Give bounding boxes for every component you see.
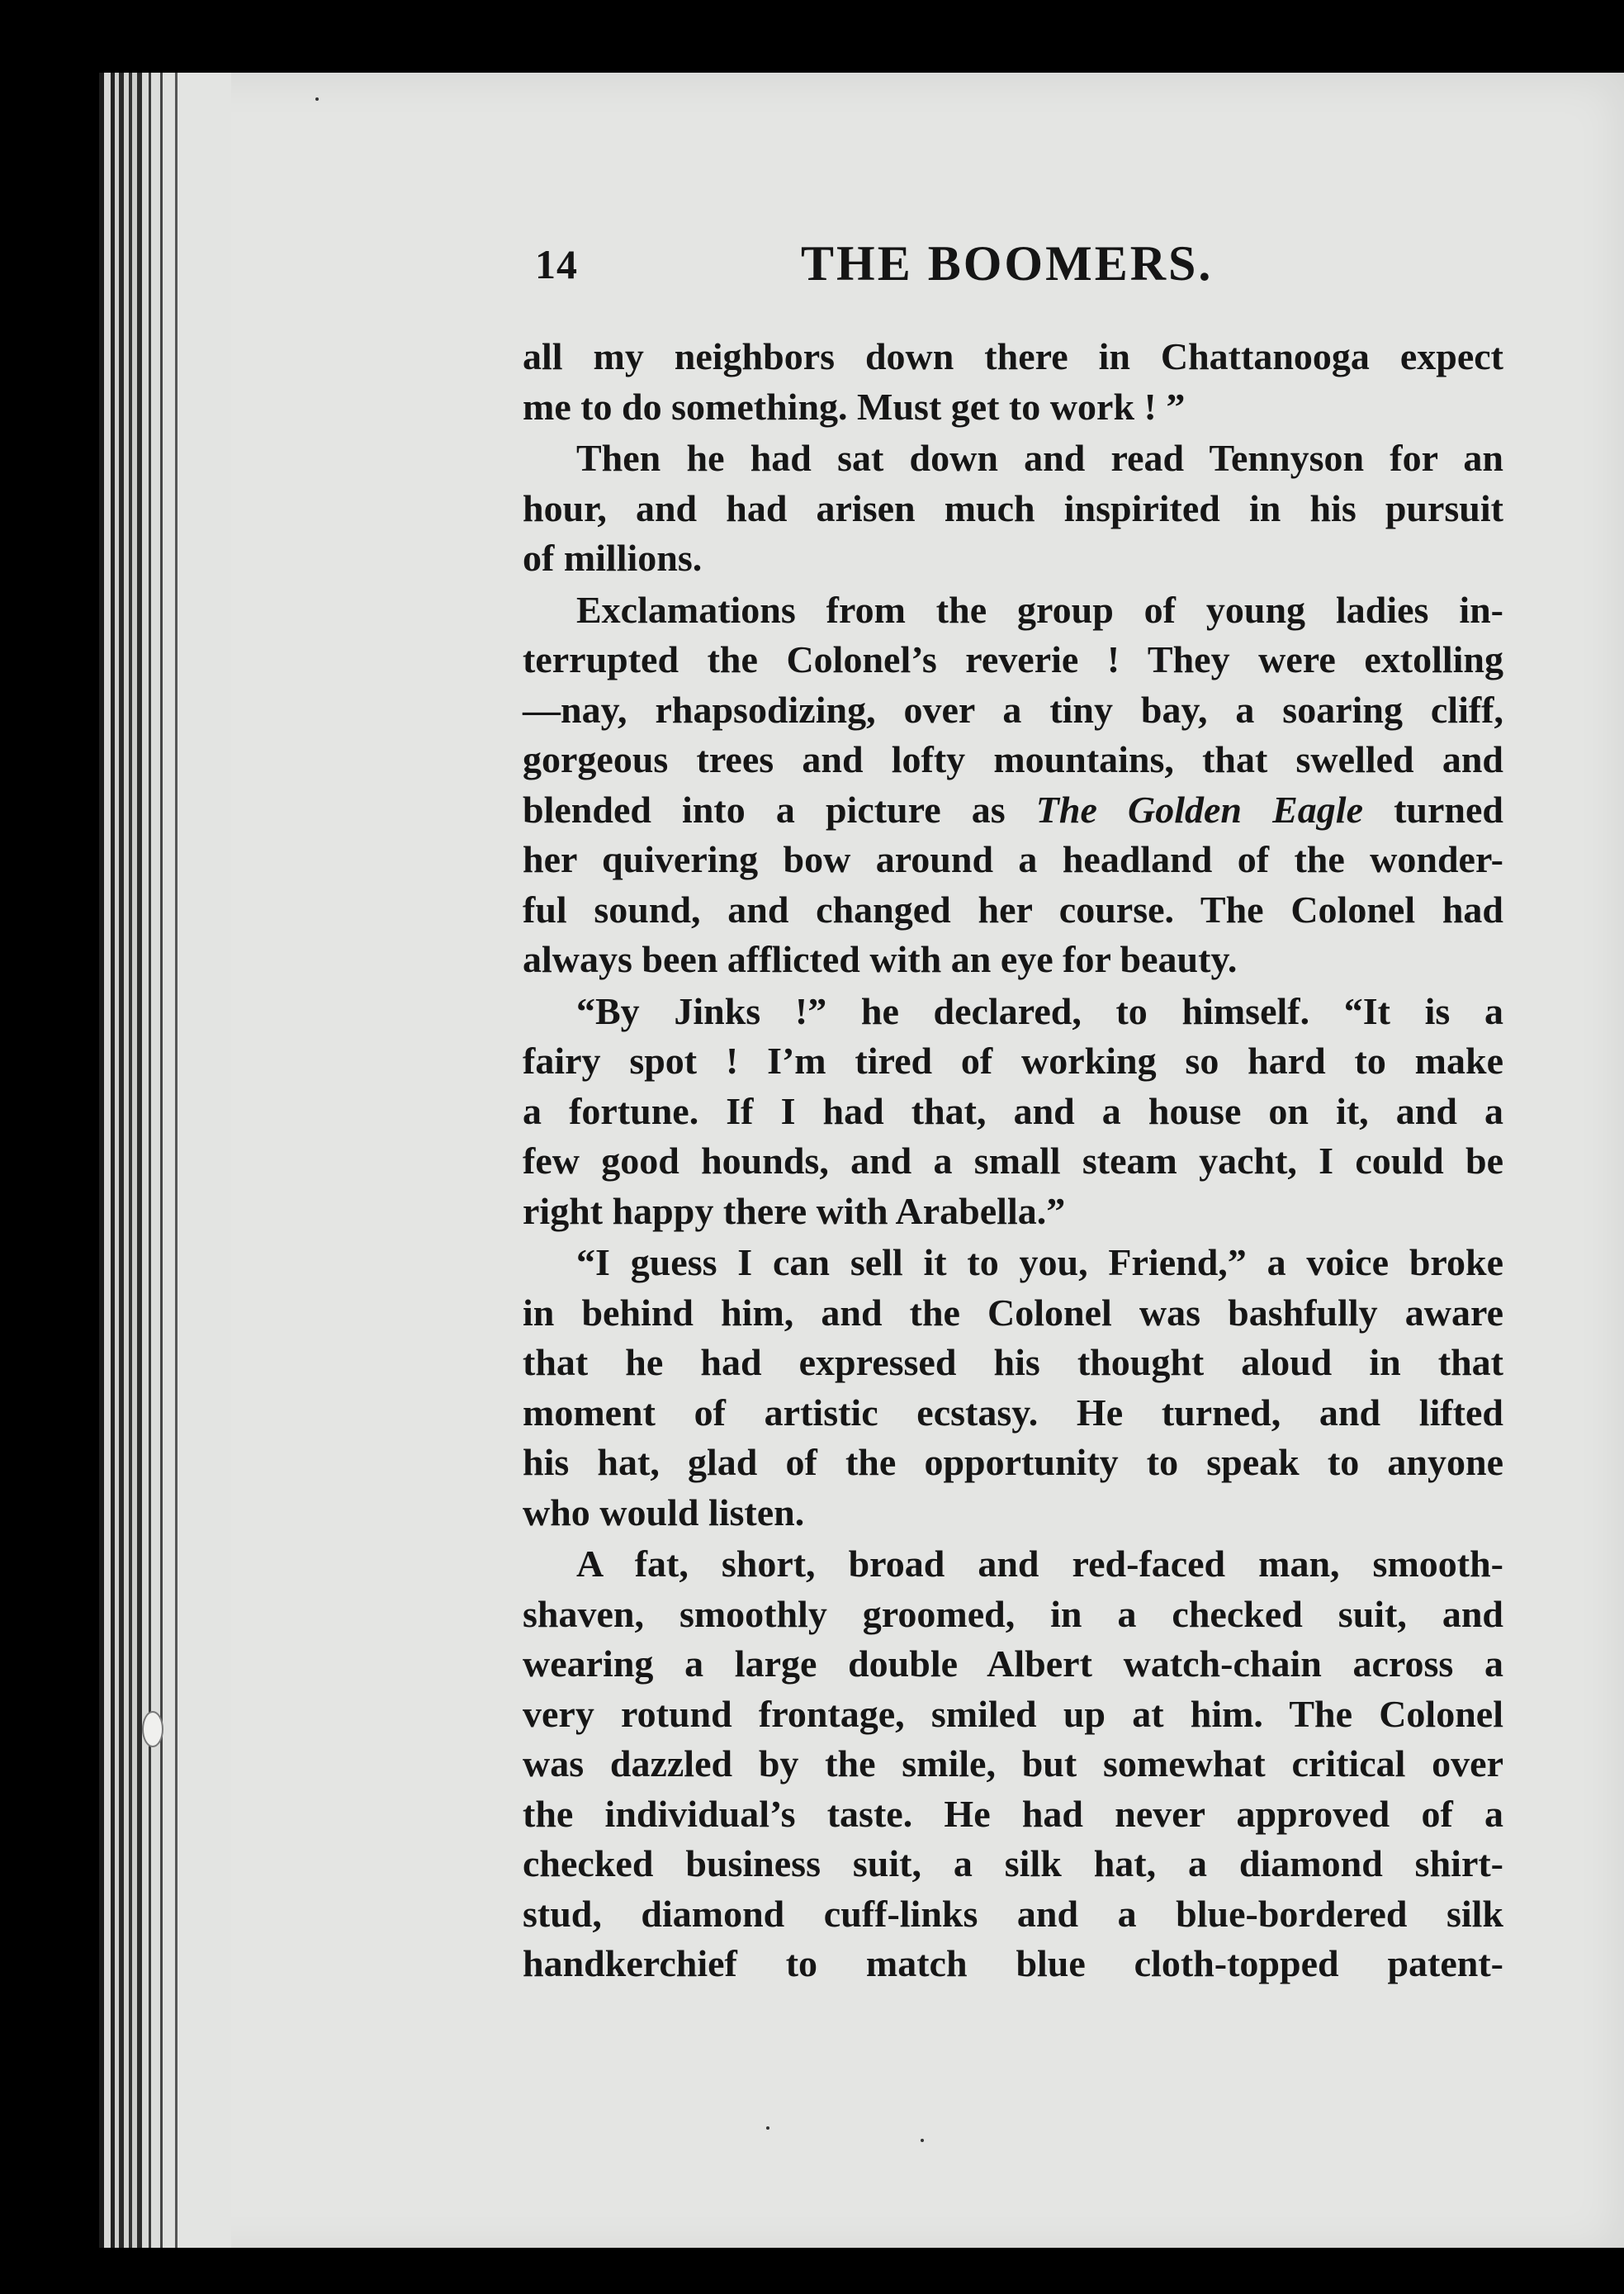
text-line: all my neighbors down there in Chattanooga expect xyxy=(523,335,1503,377)
text-line: Then he had sat down and read Tennyson for an xyxy=(576,437,1503,479)
text-line: few good hounds, and a small steam yacht, I could be xyxy=(523,1140,1503,1182)
text-line: her quivering bow around a headland of the wonder- xyxy=(523,838,1503,880)
text-run: blended into a picture as xyxy=(523,788,1036,831)
text-line: stud, diamond cuff-links and a blue-bordered silk xyxy=(523,1892,1503,1935)
text-line: moment of artistic ecstasy. He turned, and lifted xyxy=(523,1391,1503,1434)
text-run: turned xyxy=(1362,788,1503,831)
italic-ship-name: The Golden Eagle xyxy=(1035,788,1363,831)
text-line: was dazzled by the smile, but somewhat critical over xyxy=(523,1742,1503,1784)
binding-notch xyxy=(142,1711,163,1747)
text-line: very rotund frontage, smiled up at him. The Colonel xyxy=(523,1692,1503,1735)
text-line: right happy there with Arabella.” xyxy=(523,1189,1066,1232)
text-line: wearing a large double Albert watch-chain across a xyxy=(523,1642,1503,1685)
text-line: A fat, short, broad and red-faced man, smooth- xyxy=(576,1543,1503,1585)
text-line: “I guess I can sell it to you, Friend,” a voice broke xyxy=(576,1241,1503,1283)
text-line: fairy spot ! I’m tired of working so hard to make xyxy=(523,1040,1503,1082)
book-title: THE BOOMERS. xyxy=(801,236,1214,291)
text-line: who would listen. xyxy=(523,1491,805,1533)
text-line: hour, and had arisen much inspirited in his pursuit xyxy=(523,486,1503,529)
page-number: 14 xyxy=(535,241,578,287)
text-line: ful sound, and changed her course. The Colonel had xyxy=(523,888,1503,931)
paper-speck xyxy=(921,2139,924,2142)
text-line: —nay, rhapsodizing, over a tiny bay, a soaring cliff, xyxy=(523,688,1503,731)
text-line: the individual’s taste. He had never approved of a xyxy=(523,1792,1503,1835)
body-text xyxy=(523,332,1503,1989)
text-line: terrupted the Colonel’s reverie ! They were extolling xyxy=(523,638,1503,680)
text-line: “By Jinks !” he declared, to himself. “It is a xyxy=(576,989,1503,1032)
text-line: always been afflicted with an eye for beauty. xyxy=(523,938,1238,980)
text-line: me to do something. Must get to work ! ” xyxy=(523,385,1186,428)
text-line: checked business suit, a silk hat, a diamond shirt- xyxy=(523,1842,1503,1884)
page-bottom-edge xyxy=(99,2248,1624,2294)
text-line: Exclamations from the group of young ladies in- xyxy=(576,588,1503,631)
text-line: in behind him, and the Colonel was bashfully aware xyxy=(523,1291,1503,1334)
text-line xyxy=(523,785,1503,836)
text-line: handkerchief to match blue cloth-topped patent- xyxy=(523,1942,1503,1984)
text-line: a fortune. If I had that, and a house on it, and a xyxy=(523,1089,1503,1132)
text-line: that he had expressed his thought aloud in that xyxy=(523,1341,1503,1383)
text-line: of millions. xyxy=(523,537,703,579)
paper-speck xyxy=(766,2126,769,2130)
text-line: his hat, glad of the opportunity to speak to anyone xyxy=(523,1441,1503,1483)
book-binding xyxy=(99,73,231,2257)
running-head xyxy=(535,235,1509,301)
text-line: gorgeous trees and lofty mountains, that swelled and xyxy=(523,738,1503,780)
text-line: shaven, smoothly groomed, in a checked suit, and xyxy=(523,1592,1503,1635)
paper-speck xyxy=(315,97,319,101)
